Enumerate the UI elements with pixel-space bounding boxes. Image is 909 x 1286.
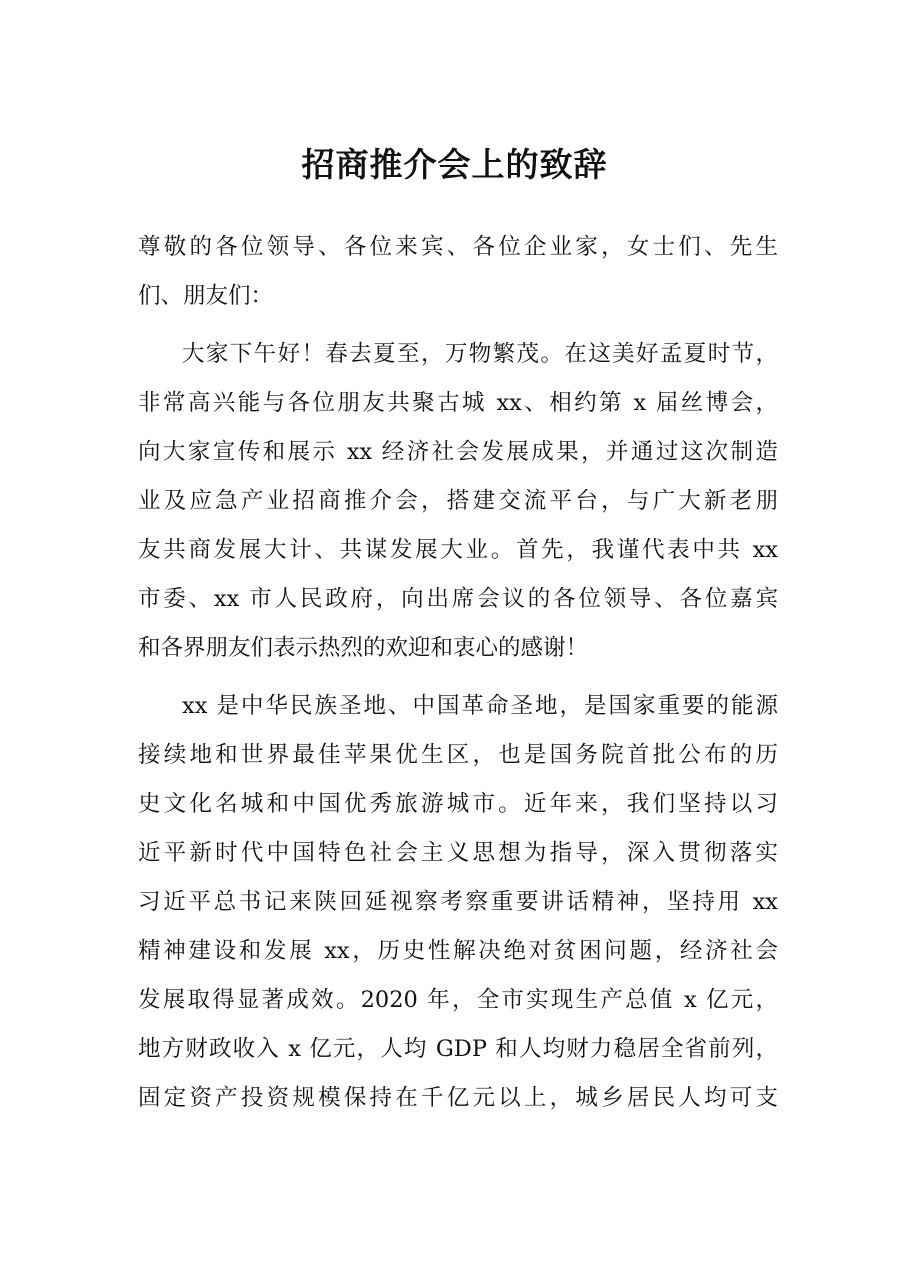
paragraph-line: 史文化名城和中国优秀旅游城市。近年来，我们坚持以习 bbox=[138, 791, 778, 817]
paragraph-line: 非常高兴能与各位朋友共聚古城 xx、相约第 x 届丝博会， bbox=[138, 390, 778, 416]
city-overview-paragraph bbox=[138, 682, 778, 1123]
paragraph-line: 固定资产投资规模保持在千亿元以上，城乡居民人均可支 bbox=[138, 1085, 778, 1111]
salutation-paragraph bbox=[138, 223, 778, 321]
document-body bbox=[138, 223, 778, 1123]
paragraph-line: 发展取得显著成效。2020 年，全市实现生产总值 x 亿元， bbox=[138, 987, 778, 1013]
paragraph-line: 尊敬的各位领导、各位来宾、各位企业家，女士们、先生 bbox=[138, 234, 778, 260]
greeting-paragraph bbox=[138, 330, 778, 673]
paragraph-line: 习近平总书记来陕回延视察考察重要讲话精神，坚持用 xx bbox=[138, 889, 778, 915]
paragraph-line: 们、朋友们： bbox=[138, 283, 274, 309]
paragraph-line: 大家下午好！春去夏至，万物繁茂。在这美好孟夏时节， bbox=[182, 341, 778, 367]
paragraph-line: 近平新时代中国特色社会主义思想为指导，深入贯彻落实 bbox=[138, 840, 778, 866]
paragraph-line: 和各界朋友们表示热烈的欢迎和衷心的感谢！ bbox=[138, 635, 589, 661]
paragraph-line: 接续地和世界最佳苹果优生区，也是国务院首批公布的历 bbox=[138, 742, 778, 768]
paragraph-line: 业及应急产业招商推介会，搭建交流平台，与广大新老朋 bbox=[138, 488, 778, 514]
document-title: 招商推介会上的致辞 bbox=[301, 145, 608, 184]
paragraph-line: xx 是中华民族圣地、中国革命圣地，是国家重要的能源 bbox=[182, 693, 778, 719]
paragraph-line: 精神建设和发展 xx，历史性解决绝对贫困问题，经济社会 bbox=[138, 938, 778, 964]
paragraph-line: 地方财政收入 x 亿元，人均 GDP 和人均财力稳居全省前列， bbox=[138, 1036, 778, 1062]
paragraph-line: 友共商发展大计、共谋发展大业。首先，我谨代表中共 xx bbox=[138, 537, 778, 563]
paragraph-line: 市委、xx 市人民政府，向出席会议的各位领导、各位嘉宾 bbox=[138, 586, 778, 612]
paragraph-line: 向大家宣传和展示 xx 经济社会发展成果，并通过这次制造 bbox=[138, 439, 778, 465]
